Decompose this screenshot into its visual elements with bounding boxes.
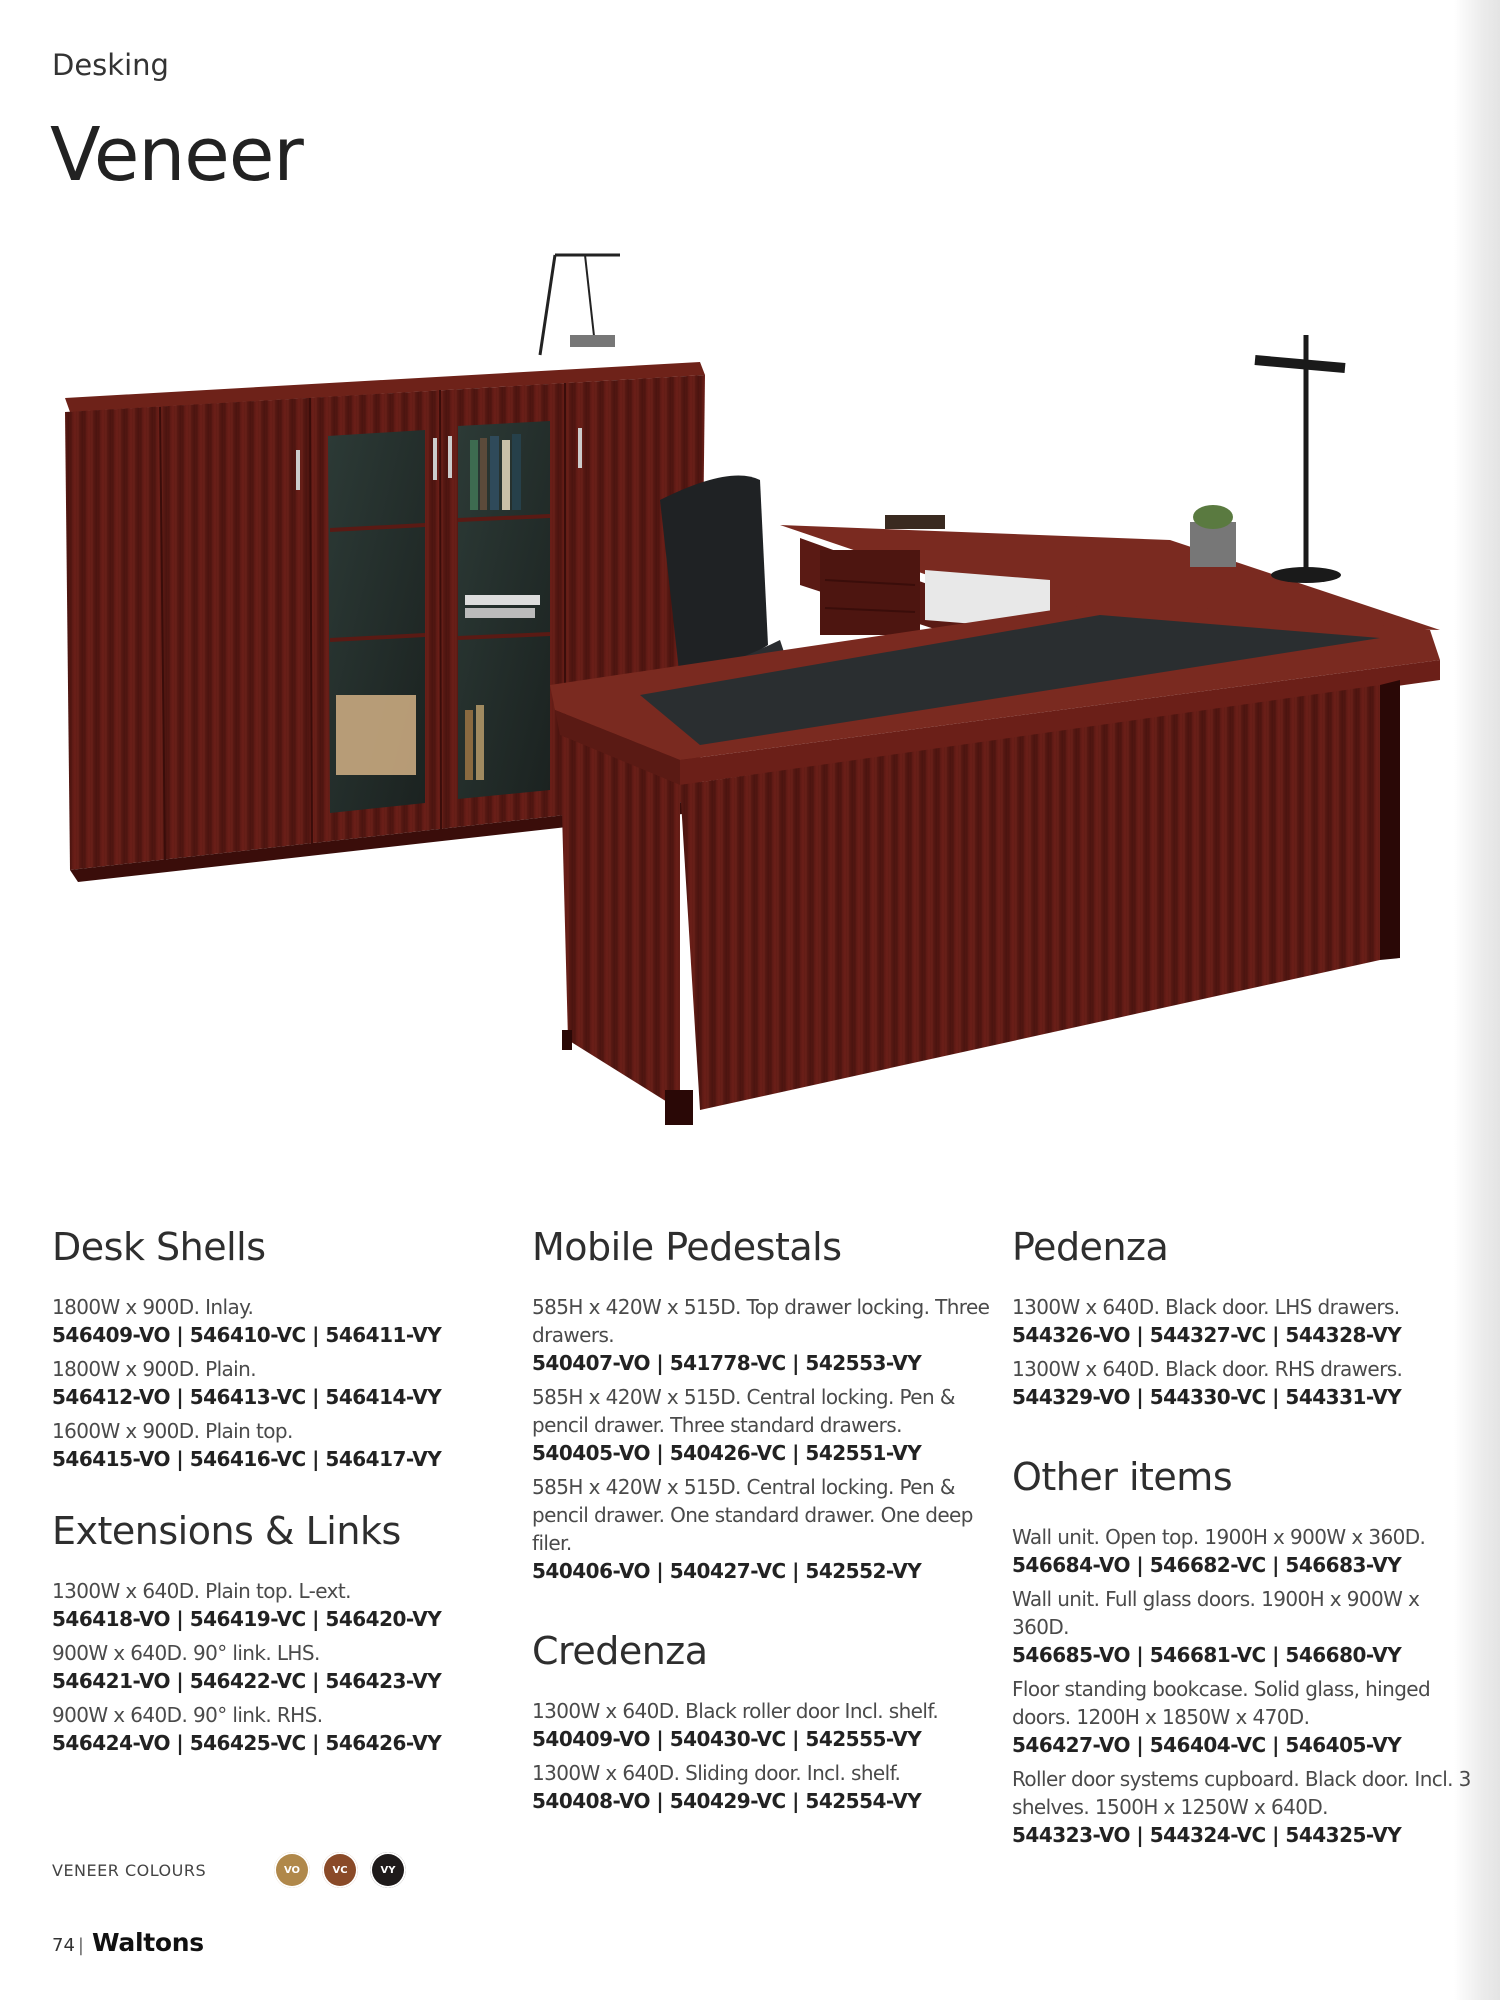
category-heading-pedenza: Pedenza [1012, 1225, 1169, 1269]
product-item [532, 1697, 992, 1753]
product-codes: 546412-VO | 546413-VC | 546414-VY [52, 1385, 442, 1409]
desk-lamp [1255, 335, 1345, 583]
product-codes: 540407-VO | 541778-VC | 542553-VY [532, 1351, 922, 1375]
product-item [1012, 1293, 1472, 1349]
product-item [532, 1293, 992, 1377]
ornament-pendulum [540, 255, 620, 355]
product-description: Roller door systems cupboard. Black door. Incl. 3 shelves. 1500H x 1250W x 640D. [1012, 1767, 1471, 1819]
category-heading-other-items: Other items [1012, 1455, 1233, 1499]
product-description: 585H x 420W x 515D. Central locking. Pen & pencil drawer. One standard drawer. One deep filer. [532, 1475, 973, 1555]
product-item [532, 1473, 992, 1585]
waltons-logo: Waltons [91, 1928, 204, 1957]
category-heading-desk-shells: Desk Shells [52, 1225, 266, 1269]
category-heading-mobile-pedestals: Mobile Pedestals [532, 1225, 842, 1269]
veneer-colours-label: VENEER COLOURS [52, 1860, 207, 1880]
product-item [52, 1355, 492, 1411]
product-codes: 546684-VO | 546682-VC | 546683-VY [1012, 1553, 1402, 1577]
product-item [52, 1577, 492, 1633]
page-title: Veneer [50, 112, 303, 198]
product-codes: 546424-VO | 546425-VC | 546426-VY [52, 1731, 442, 1755]
product-codes: 544329-VO | 544330-VC | 544331-VY [1012, 1385, 1402, 1409]
product-description: 1600W x 900D. Plain top. [52, 1419, 293, 1443]
column-right [1012, 1225, 1472, 1855]
product-codes: 540409-VO | 540430-VC | 542555-VY [532, 1727, 922, 1751]
column-left [52, 1225, 492, 1763]
product-description: 900W x 640D. 90° link. LHS. [52, 1641, 320, 1665]
product-codes: 540406-VO | 540427-VC | 542552-VY [532, 1559, 922, 1583]
product-item [1012, 1585, 1472, 1669]
product-description: 900W x 640D. 90° link. RHS. [52, 1703, 323, 1727]
product-description: 585H x 420W x 515D. Top drawer locking. Three drawers. [532, 1295, 990, 1347]
product-codes: 546421-VO | 546422-VC | 546423-VY [52, 1669, 442, 1693]
product-description: 1800W x 900D. Plain. [52, 1357, 256, 1381]
product-item [1012, 1523, 1472, 1579]
product-item [1012, 1355, 1472, 1411]
product-item [1012, 1765, 1472, 1849]
product-codes: 546685-VO | 546681-VC | 546680-VY [1012, 1643, 1402, 1667]
product-item [52, 1293, 492, 1349]
product-codes: 544323-VO | 544324-VC | 544325-VY [1012, 1823, 1402, 1847]
swatch-vy: VY [370, 1852, 406, 1888]
product-description: Wall unit. Open top. 1900H x 900W x 360D. [1012, 1525, 1426, 1549]
product-codes: 540405-VO | 540426-VC | 542551-VY [532, 1441, 922, 1465]
product-item [1012, 1675, 1472, 1759]
executive-desk [550, 600, 1440, 1125]
product-item [52, 1417, 492, 1473]
product-description: Floor standing bookcase. Solid glass, hinged doors. 1200H x 1850W x 470D. [1012, 1677, 1431, 1729]
category-heading-extensions: Extensions & Links [52, 1509, 401, 1553]
product-item [532, 1759, 992, 1815]
product-item [532, 1383, 992, 1467]
product-description: 1300W x 640D. Black door. LHS drawers. [1012, 1295, 1400, 1319]
product-item [52, 1701, 492, 1757]
swatch-vo: VO [274, 1852, 310, 1888]
product-description: 1300W x 640D. Black door. RHS drawers. [1012, 1357, 1403, 1381]
product-codes: 546418-VO | 546419-VC | 546420-VY [52, 1607, 442, 1631]
page-footer [52, 1928, 204, 1957]
category-heading-credenza: Credenza [532, 1629, 708, 1673]
column-middle [532, 1225, 992, 1821]
page-number: 74 [52, 1935, 75, 1956]
product-codes: 546409-VO | 546410-VC | 546411-VY [52, 1323, 442, 1347]
product-description: 1800W x 900D. Inlay. [52, 1295, 254, 1319]
veneer-colours-legend [52, 1852, 418, 1888]
footer-separator: | [77, 1935, 84, 1956]
product-codes: 540408-VO | 540429-VC | 542554-VY [532, 1789, 922, 1813]
plant-pot [1190, 505, 1236, 567]
book-on-desk [885, 515, 945, 529]
product-codes: 544326-VO | 544327-VC | 544328-VY [1012, 1323, 1402, 1347]
swatch-vc: VC [322, 1852, 358, 1888]
product-description: Wall unit. Full glass doors. 1900H x 900W x 360D. [1012, 1587, 1420, 1639]
section-label: Desking [52, 48, 169, 82]
product-description: 1300W x 640D. Plain top. L-ext. [52, 1579, 351, 1603]
product-description: 585H x 420W x 515D. Central locking. Pen & pencil drawer. Three standard drawers. [532, 1385, 955, 1437]
product-codes: 546427-VO | 546404-VC | 546405-VY [1012, 1733, 1402, 1757]
product-description: 1300W x 640D. Black roller door Incl. shelf. [532, 1699, 939, 1723]
product-item [52, 1639, 492, 1695]
product-codes: 546415-VO | 546416-VC | 546417-VY [52, 1447, 442, 1471]
product-photo-desk-set [40, 240, 1460, 1170]
product-description: 1300W x 640D. Sliding door. Incl. shelf. [532, 1761, 901, 1785]
